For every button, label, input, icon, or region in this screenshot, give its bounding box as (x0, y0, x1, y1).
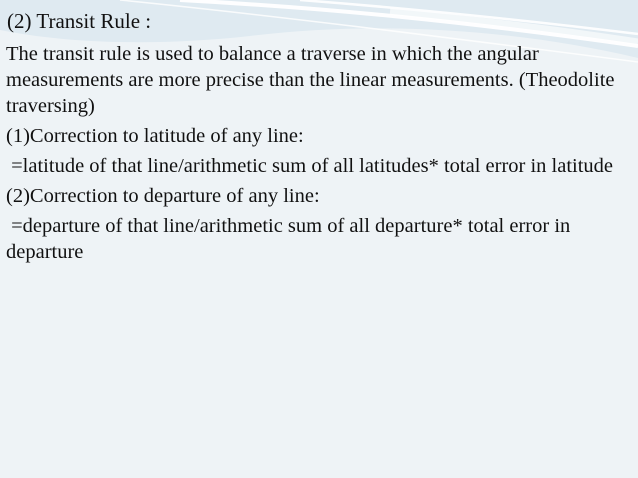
paragraph-transit-rule-definition: The transit rule is used to balance a traverse in which the angular measurements are more precise than the linear measurements. (Theodolite traversing) (6, 43, 615, 117)
slide-title: (2) Transit Rule : (7, 9, 152, 33)
slide-body (6, 41, 626, 265)
paragraph-departure-correction-heading: (2)Correction to departure of any line: (6, 185, 320, 207)
paragraph-latitude-correction-formula: =latitude of that line/arithmetic sum of all latitudes* total error in latitude (6, 155, 614, 177)
paragraph-departure-correction-formula: =departure of that line/arithmetic sum of all departure* total error in departure (6, 215, 576, 263)
paragraph-latitude-correction-heading: (1)Correction to latitude of any line: (6, 125, 304, 147)
